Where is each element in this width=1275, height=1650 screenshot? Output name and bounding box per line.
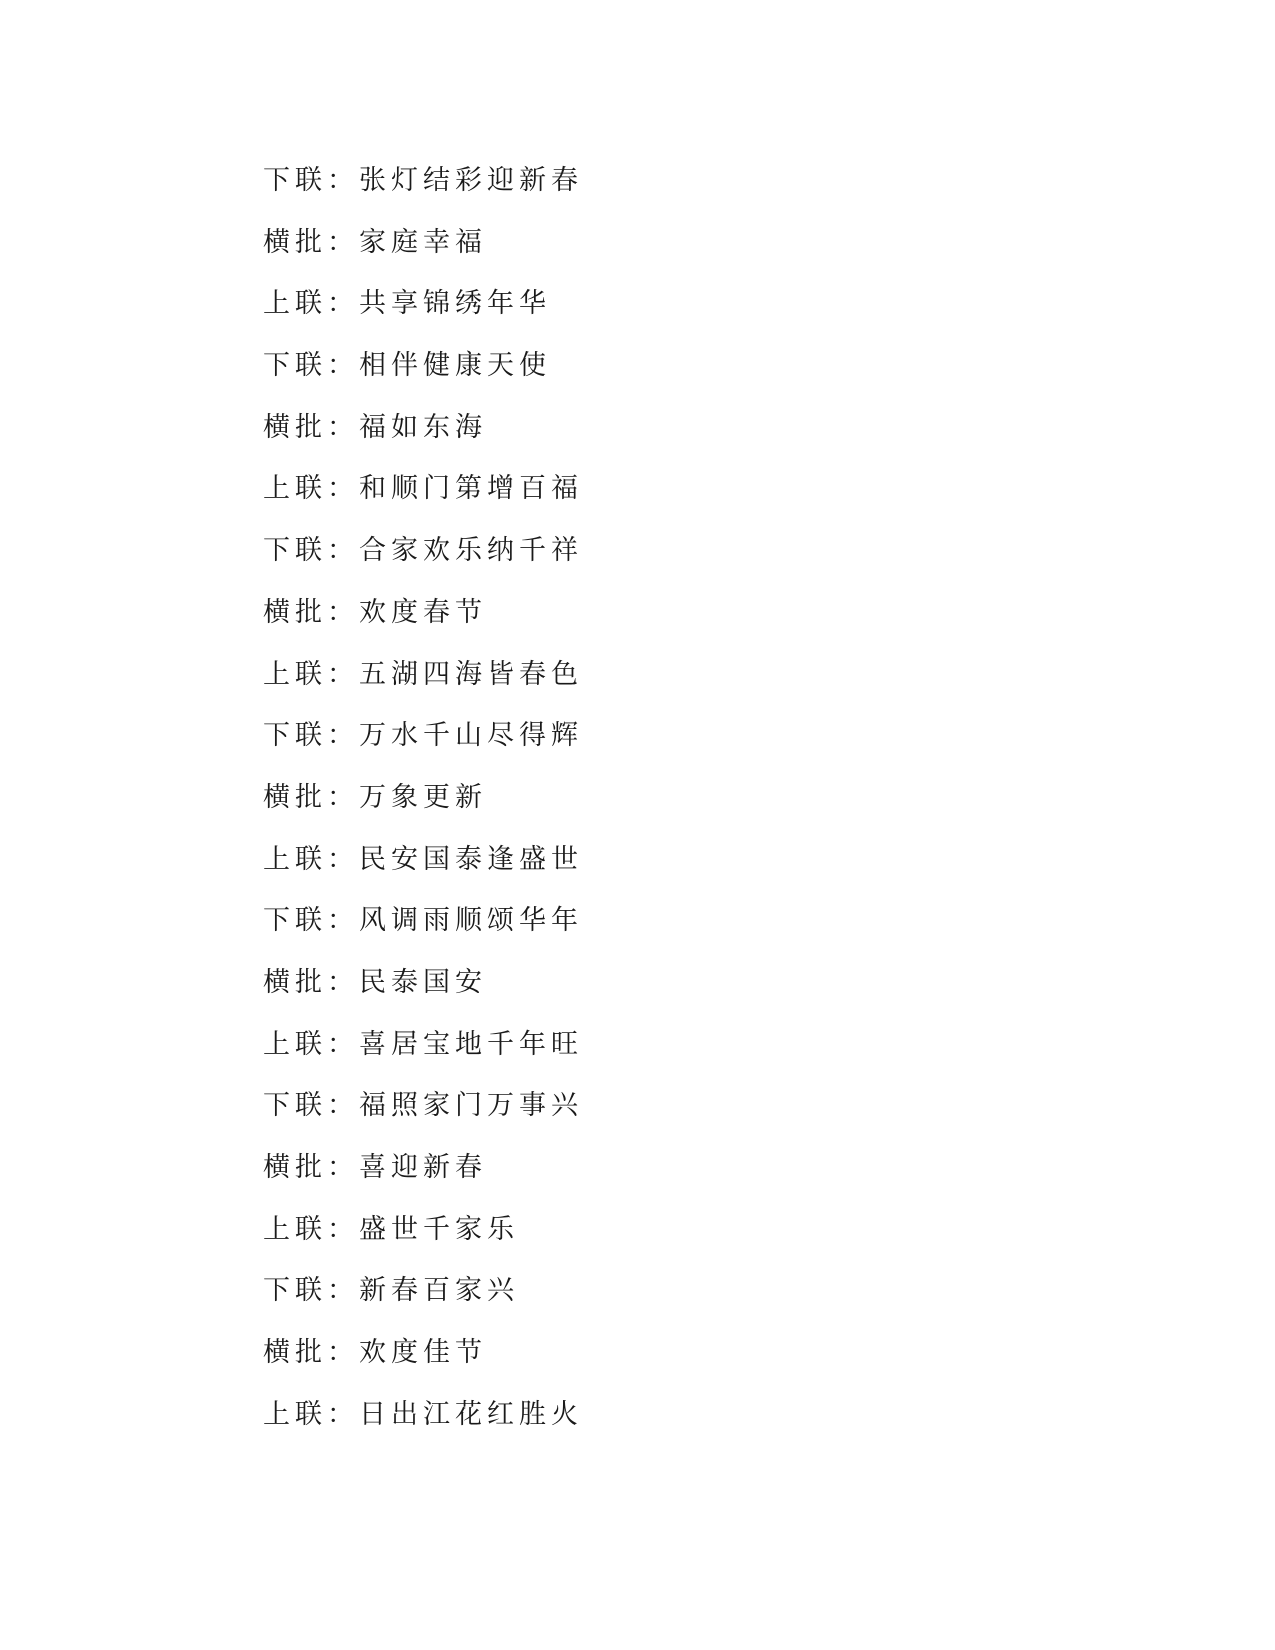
couplet-line: 横批：万象更新 [263, 781, 487, 813]
couplet-line: 横批：福如东海 [263, 411, 487, 443]
couplet-line: 上联：日出江花红胜火 [263, 1398, 583, 1430]
couplet-line: 横批：欢度佳节 [263, 1337, 487, 1369]
couplet-line: 上联：五湖四海皆春色 [263, 658, 583, 690]
couplet-line: 横批：家庭幸福 [263, 226, 487, 258]
couplet-line: 上联：盛世千家乐 [263, 1213, 519, 1245]
couplet-line: 下联：新春百家兴 [263, 1275, 519, 1307]
couplet-line: 下联：万水千山尽得辉 [263, 720, 583, 752]
couplet-line: 上联：喜居宝地千年旺 [263, 1028, 583, 1060]
couplet-line: 下联：合家欢乐纳千祥 [263, 535, 583, 567]
couplet-line: 横批：喜迎新春 [263, 1152, 487, 1183]
couplet-line: 下联：风调雨顺颂华年 [263, 905, 583, 937]
couplet-list [263, 163, 583, 1458]
couplet-line: 下联：福照家门万事兴 [263, 1090, 583, 1122]
couplet-line: 横批：欢度春节 [263, 596, 487, 628]
couplet-line: 横批：民泰国安 [263, 966, 487, 998]
couplet-line: 下联：张灯结彩迎新春 [263, 165, 583, 196]
couplet-line: 上联：和顺门第增百福 [263, 473, 583, 505]
couplet-line: 下联：相伴健康天使 [263, 350, 551, 382]
couplet-line: 上联：共享锦绣年华 [263, 288, 551, 320]
couplet-line: 上联：民安国泰逢盛世 [263, 843, 583, 875]
